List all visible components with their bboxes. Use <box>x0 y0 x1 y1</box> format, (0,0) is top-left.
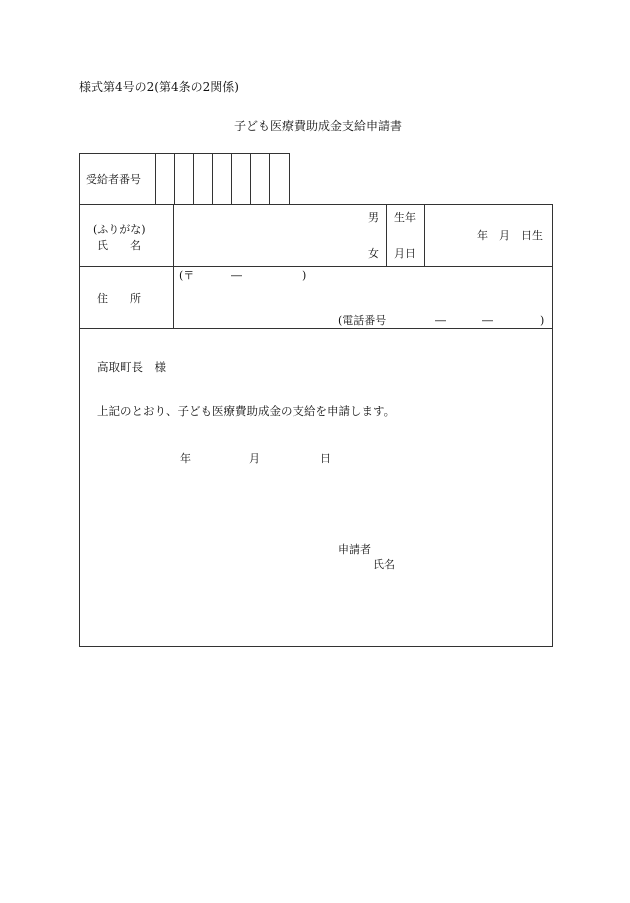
sex-column-divider <box>386 204 387 266</box>
phone-close: ) <box>540 314 545 327</box>
birth-column-divider <box>424 204 425 266</box>
name-label: 氏 名 <box>97 239 141 252</box>
form-number: 様式第4号の2(第4条の2関係) <box>79 80 239 94</box>
applicant-label: 申請者 <box>338 543 371 556</box>
address-label: 住 所 <box>97 292 141 305</box>
postal-close: ) <box>302 269 307 282</box>
addressee: 高取町長 様 <box>97 360 166 374</box>
phone-dash-1: ― <box>435 314 446 327</box>
digit-cell-divider <box>174 153 175 205</box>
page-title: 子ども医療費助成金支給申請書 <box>234 119 403 133</box>
row-divider-address <box>79 328 553 329</box>
recipient-number-divider <box>155 153 156 205</box>
recipient-number-label: 受給者番号 <box>86 173 141 186</box>
birth-label-1: 生年 <box>394 211 416 224</box>
row-divider-name <box>79 266 553 267</box>
phone-label: (電話番号 <box>338 314 387 327</box>
birth-date: 年 月 日生 <box>477 229 543 242</box>
digit-cell-divider <box>231 153 232 205</box>
sex-male: 男 <box>368 211 379 224</box>
phone-dash-2: ― <box>482 314 493 327</box>
main-form-box <box>79 204 553 647</box>
birth-label-2: 月日 <box>394 247 416 260</box>
date-month: 月 <box>249 452 260 465</box>
label-column-divider <box>173 204 174 328</box>
postal-dash: ― <box>231 269 242 282</box>
date-year: 年 <box>180 452 191 465</box>
digit-cell-divider <box>269 153 270 205</box>
digit-cell-divider <box>212 153 213 205</box>
statement: 上記のとおり、子ども医療費助成金の支給を申請します。 <box>97 404 396 418</box>
digit-cell-divider <box>250 153 251 205</box>
postal-prefix: (〒 <box>179 269 195 282</box>
furigana-label: (ふりがな) <box>93 223 146 236</box>
sex-female: 女 <box>368 247 379 260</box>
digit-cell-divider <box>193 153 194 205</box>
applicant-name-label: 氏名 <box>373 558 395 571</box>
date-day: 日 <box>320 452 331 465</box>
